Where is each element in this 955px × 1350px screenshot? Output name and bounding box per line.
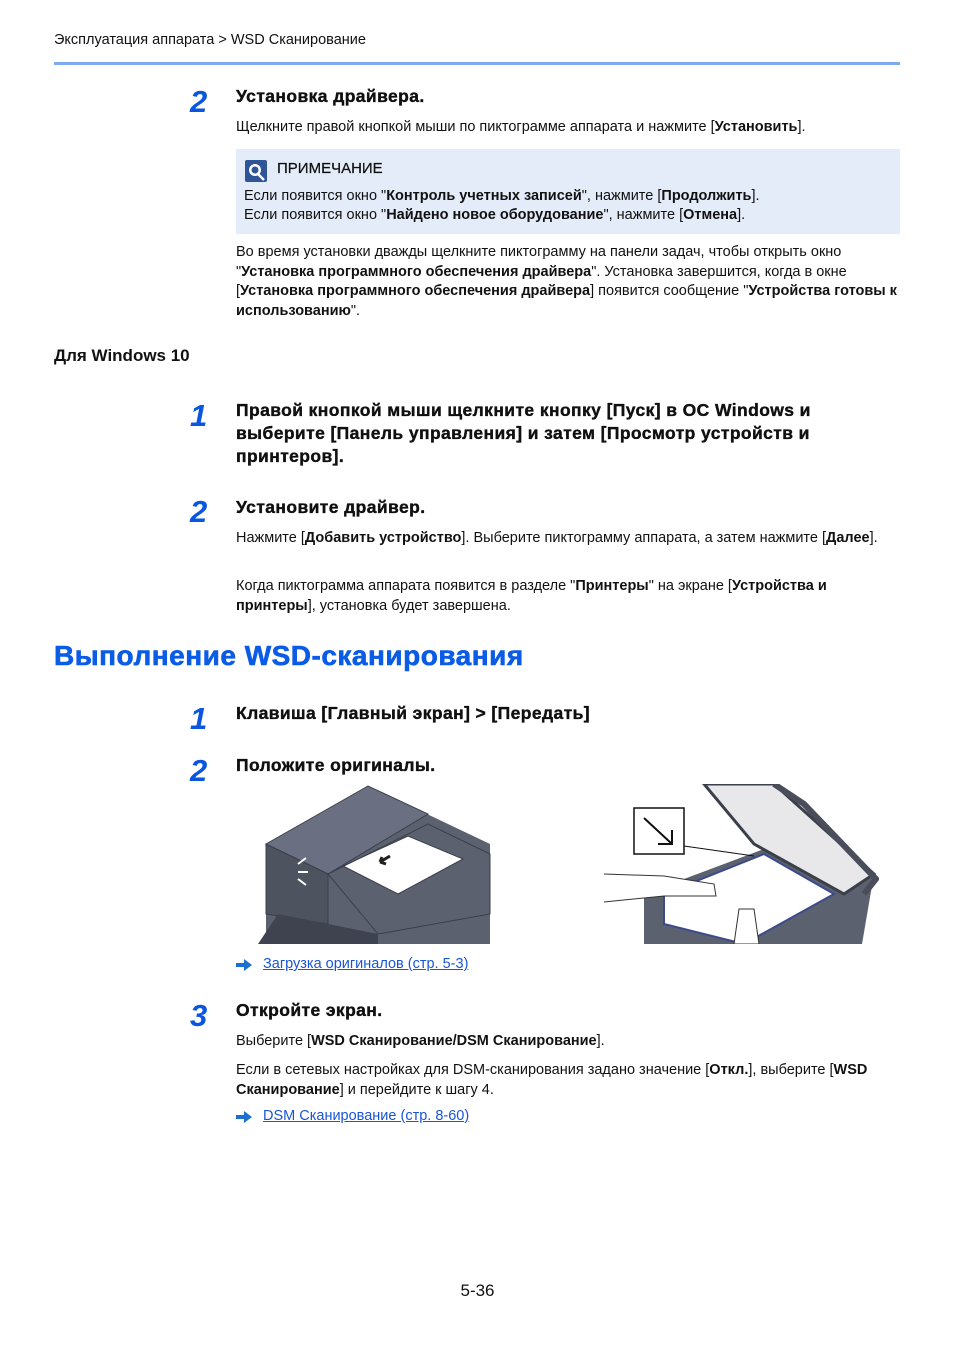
arrow-right-icon bbox=[236, 959, 252, 971]
text-segment: Когда пиктограмма аппарата появится в разделе " bbox=[236, 578, 576, 594]
bold-term: Установить bbox=[714, 119, 798, 135]
document-feeder-illustration bbox=[258, 784, 493, 944]
note-line bbox=[244, 206, 745, 225]
step-number: 2 bbox=[190, 753, 208, 788]
page-number: 5-36 bbox=[460, 1281, 495, 1300]
step-number: 2 bbox=[190, 494, 208, 529]
bold-term: Отмена bbox=[683, 207, 738, 223]
bold-term: Откл. bbox=[709, 1062, 749, 1078]
bold-term: Устройства и принтеры bbox=[236, 578, 827, 614]
step-number: 2 bbox=[190, 84, 208, 119]
text-segment: " на экране [ bbox=[648, 578, 732, 594]
step-heading: Клавиша [Главный экран] > [Передать] bbox=[236, 703, 590, 723]
step-text bbox=[236, 1032, 900, 1052]
platen-glass-illustration bbox=[604, 784, 879, 944]
note-icon bbox=[245, 160, 267, 182]
text-segment: ], установка будет завершена. bbox=[307, 597, 511, 614]
text-segment: Если в сетевых настройках для DSM-сканирования задано значение [ bbox=[236, 1062, 710, 1078]
step-text bbox=[236, 529, 900, 549]
text-segment: ]. bbox=[737, 207, 746, 223]
step-text bbox=[236, 1061, 900, 1100]
section-title: Выполнение WSD-сканирования bbox=[54, 640, 524, 671]
step-heading: Откройте экран. bbox=[236, 1000, 383, 1020]
bold-term: Установка программного обеспечения драйвера bbox=[241, 263, 592, 280]
bold-term: Добавить устройство bbox=[304, 530, 462, 546]
text-segment: ] и перейдите к шагу 4. bbox=[339, 1081, 494, 1098]
step-text bbox=[236, 118, 900, 138]
note-box bbox=[236, 149, 900, 234]
bold-term: WSD Сканирование bbox=[236, 1062, 868, 1098]
bold-term: Найдено новое оборудование bbox=[386, 207, 604, 223]
step-heading: Положите оригиналы. bbox=[236, 755, 436, 775]
text-segment: ]. bbox=[869, 530, 878, 546]
bold-term: Принтеры bbox=[575, 578, 649, 594]
text-segment: ". Установка завершится, когда в окне [ bbox=[236, 263, 847, 299]
text-segment: Во время установки дважды щелкните пиктограмму на панели задач, чтобы открыть окно " bbox=[236, 244, 842, 280]
link-loading-originals[interactable] bbox=[236, 956, 468, 972]
text-segment: Выберите [ bbox=[236, 1033, 312, 1049]
note-title: ПРИМЕЧАНИЕ bbox=[277, 160, 383, 177]
text-segment: ] появится сообщение " bbox=[590, 283, 749, 299]
text-segment: ]. bbox=[596, 1033, 605, 1049]
text-segment: ", нажмите [ bbox=[603, 207, 684, 223]
step-number: 1 bbox=[190, 701, 208, 736]
bold-term: Устройства готовы к использованию bbox=[236, 283, 897, 319]
step-heading: Установка драйвера. bbox=[236, 86, 425, 106]
bold-term: WSD Сканирование/DSM Сканирование bbox=[311, 1033, 597, 1049]
step-heading: Правой кнопкой мыши щелкните кнопку [Пуск] в ОС Windows и выберите [Панель управления] и затем [Просмотр устройств и принтеров]. bbox=[236, 400, 811, 466]
step-text bbox=[236, 577, 900, 616]
bold-term: Контроль учетных записей bbox=[386, 188, 582, 204]
text-segment: Щелкните правой кнопкой мыши по пиктограмме аппарата и нажмите [ bbox=[236, 119, 715, 135]
bold-term: Далее bbox=[826, 530, 870, 546]
install-info bbox=[236, 243, 900, 321]
bold-term: Установка программного обеспечения драйвера bbox=[240, 283, 591, 299]
step-number: 1 bbox=[190, 398, 208, 433]
text-segment: Если появится окно " bbox=[244, 188, 387, 204]
breadcrumb: Эксплуатация аппарата > WSD Сканирование bbox=[54, 32, 366, 48]
text-segment: ]. bbox=[797, 119, 806, 135]
link-text[interactable]: Загрузка оригиналов (стр. 5-3) bbox=[263, 956, 469, 972]
text-segment: Нажмите [ bbox=[236, 530, 305, 546]
text-segment: ]. Выберите пиктограмму аппарата, а затем нажмите [ bbox=[461, 530, 827, 546]
link-text[interactable]: DSM Сканирование (стр. 8-60) bbox=[263, 1108, 470, 1124]
arrow-right-icon bbox=[236, 1111, 252, 1123]
note-line bbox=[244, 187, 760, 206]
text-segment: ", нажмите [ bbox=[581, 188, 662, 204]
text-segment: ]. bbox=[751, 188, 760, 204]
header-divider bbox=[54, 62, 900, 65]
link-dsm-scanning[interactable] bbox=[236, 1108, 469, 1124]
step-number: 3 bbox=[190, 998, 208, 1033]
text-segment: Если появится окно " bbox=[244, 207, 387, 223]
bold-term: Продолжить bbox=[661, 188, 752, 204]
text-segment: ". bbox=[350, 302, 361, 319]
text-segment: ], выберите [ bbox=[748, 1062, 834, 1078]
step-heading: Установите драйвер. bbox=[236, 497, 426, 517]
subheading-windows10: Для Windows 10 bbox=[54, 346, 190, 365]
